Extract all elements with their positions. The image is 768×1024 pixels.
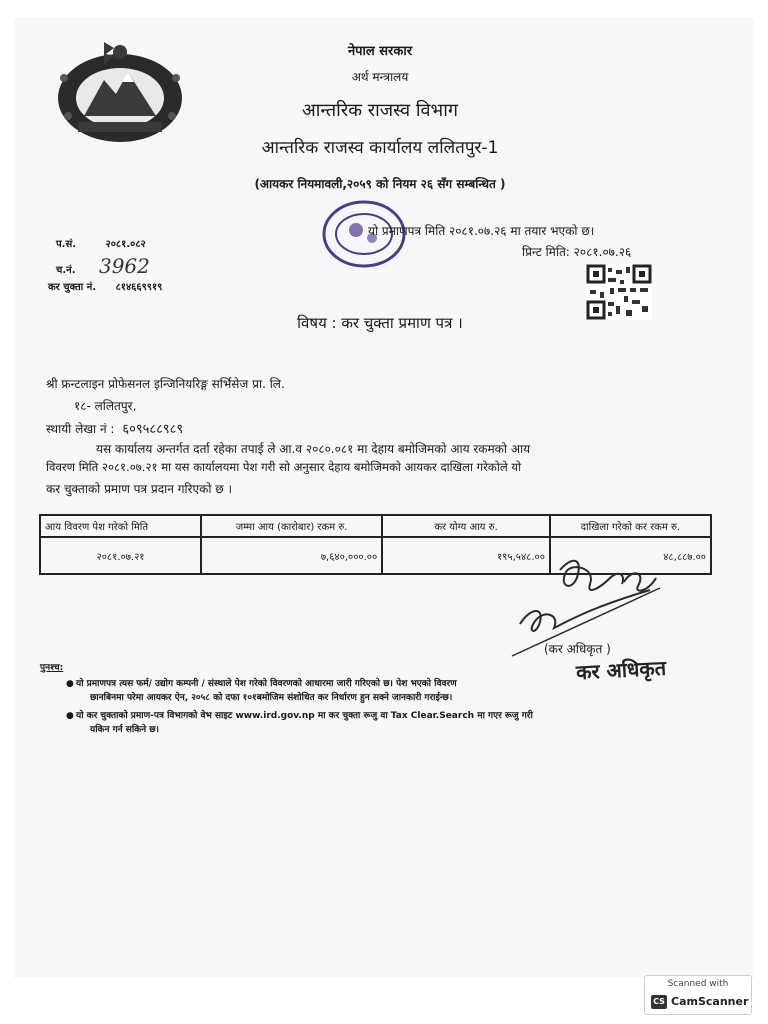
dispatch-number: 3962 [98, 254, 150, 278]
table-cell: ४८,८८७.०० [550, 537, 711, 574]
table-header-cell: आय विवरण पेश गरेको मिति [40, 515, 201, 537]
nepal-emblem-icon [54, 38, 186, 146]
table-header-cell: कर योग्य आय रु. [382, 515, 550, 537]
subject-line: विषय : कर चुक्ता प्रमाण पत्र । [297, 314, 463, 332]
government-title: नेपाल सरकार [347, 44, 413, 59]
qr-code-icon [586, 264, 652, 320]
body-line-3: कर चुक्ताको प्रमाण पत्र प्रदान गरिएको छ । [46, 482, 233, 496]
notes-text: यो प्रमाणपत्र त्यस फर्म/ उद्योग कम्पनी / संस्थाले पेश गरेको विवरणको आधारमा जारी गरिएको छ। पेश भएको विवरण [76, 679, 457, 689]
fiscal-year-label: प.सं. [56, 239, 77, 250]
pan-label: स्थायी लेखा नं : [46, 422, 115, 436]
dispatch-label: च.नं. [56, 265, 76, 276]
notes-item-1-cont: छानबिनमा परेमा आयकर ऐन, २०५८ को दफा १०१बमोजिम संशोधित कर निर्धारण हुन सक्ने जानकारी गराईन्छ। [90, 693, 453, 703]
officer-stamp: कर अधिकृत [575, 655, 667, 685]
office-title: आन्तरिक राजस्व कार्यालय ललितपुर-1 [261, 138, 499, 158]
ministry-title: अर्थ मन्त्रालय [351, 70, 409, 84]
tax-clearance-no: ८१४६६९९१९ [115, 282, 163, 293]
scanned-with-text: Scanned with [667, 979, 729, 989]
document-sheet [14, 18, 754, 978]
table-cell: १९५,५४८.०० [382, 537, 550, 574]
prepared-suffix: मा तयार भएको छ। [510, 224, 595, 238]
table-cell: ७,६४०,०००.०० [201, 537, 382, 574]
prepared-date-line [368, 222, 594, 239]
prepared-date: २०८१.०७.२६ [449, 224, 507, 238]
notes-item-2-cont: यकिन गर्न सकिने छ। [90, 725, 159, 735]
tax-clearance-no-line [48, 279, 162, 293]
table-header-cell: जम्मा आय (कारोबार) रकम रु. [201, 515, 382, 537]
fiscal-year: २०८१.०८२ [105, 239, 146, 250]
table-cell: २०८१.०७.२१ [40, 537, 201, 574]
camscanner-name: CamScanner [671, 995, 749, 1008]
prepared-date-label: यो प्रमाणपत्र मिति [368, 224, 446, 238]
department-title: आन्तरिक राजस्व विभाग [301, 100, 458, 121]
notes-label: पुनश्च: [40, 663, 64, 673]
notes-item-2: ● यो कर चुक्ताको प्रमाण-पत्र विभागको वेभ साइट www.ird.gov.np मा कर चुक्ता रूजु वा Tax Clear.Search मा गएर रूजु गरी [66, 711, 533, 721]
fiscal-year-line [56, 236, 146, 250]
table-header-cell: दाखिला गरेको कर रकम रु. [550, 515, 711, 537]
pan-number: ६०९५८८९८९ [122, 422, 184, 437]
officer-title: (कर अधिकृत ) [544, 642, 611, 656]
body-line-2: विवरण मिति २०८१.०७.२१ मा यस कार्यालयमा पेश गरी सो अनुसार देहाय बमोजिमको आयकर दाखिला गरेकोले यो [46, 460, 522, 474]
camscanner-logo-icon: CS [651, 995, 667, 1009]
camscanner-watermark [644, 975, 752, 1015]
notes-item-1: ● यो प्रमाणपत्र त्यस फर्म/ उद्योग कम्पनी / संस्थाले पेश गरेको विवरणको आधारमा जारी गरिएको छ। पेश भएको विवरण [66, 679, 457, 689]
recipient-address: १८- ललितपुर, [74, 399, 137, 413]
notes-text: यो कर चुक्ताको प्रमाण-पत्र विभागको वेभ साइट www.ird.gov.np मा कर चुक्ता रूजु वा Tax Clear.Search मा गएर रूजु गरी [76, 711, 533, 721]
print-date-line [522, 243, 631, 260]
print-date-label: प्रिन्ट मिति: [522, 245, 570, 259]
print-date: २०८१.०७.२६ [573, 245, 632, 259]
table-header-row [40, 515, 711, 537]
dispatch-line [56, 254, 150, 278]
rule-reference: (आयकर नियमावली,२०५९ को नियम २६ सँग सम्बन्धित ) [254, 177, 506, 191]
tax-clearance-no-label: कर चुक्ता नं. [48, 282, 97, 293]
recipient-name: श्री फ्रन्टलाइन प्रोफेसनल इन्जिनियरिङ्ग सर्भिसेज प्रा. लि. [46, 377, 285, 391]
pan-line [46, 419, 183, 437]
body-line-1: यस कार्यालय अन्तर्गत दर्ता रहेका तपाई ले आ.व २०८०.०८१ मा देहाय बमोजिमको आय रकमको आय [96, 442, 531, 456]
